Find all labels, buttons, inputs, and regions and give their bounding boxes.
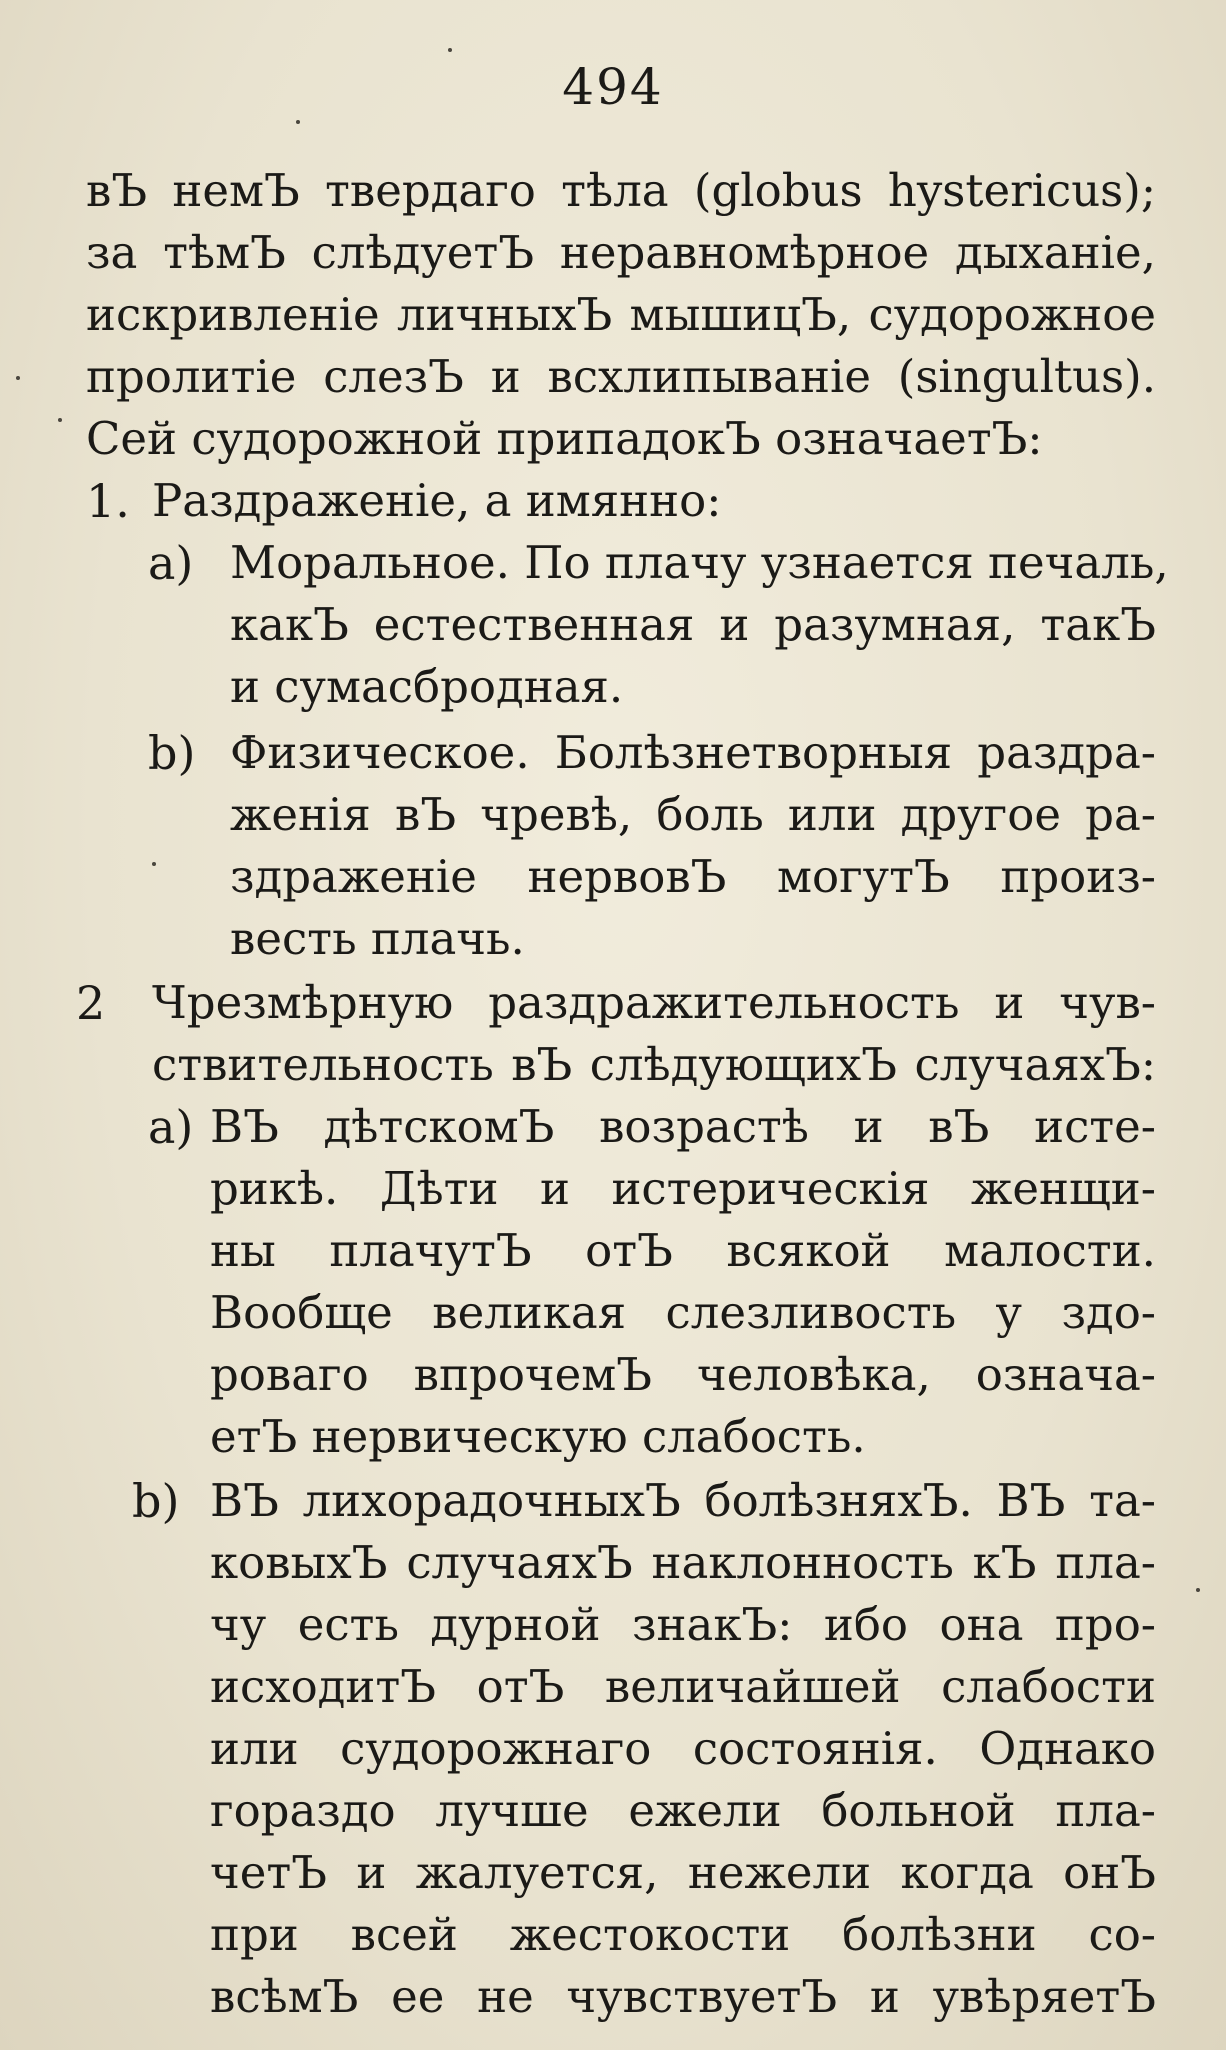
list-marker: 2 [76, 976, 106, 1030]
list-marker: b) [132, 1474, 180, 1528]
text-line: пролитіе слезЪ и всхлипываніе (singultus). [86, 350, 1156, 403]
paper-speck [1196, 1588, 1200, 1592]
text-line: Моральное. По плачу узнается печаль, [230, 536, 1169, 589]
list-marker: 1. [86, 474, 130, 528]
text-line: Вообще великая слезливость у здо- [210, 1286, 1156, 1339]
text-line: Физическое. Болѣзнетворныя раздра- [230, 726, 1156, 779]
text-line: Сей судорожной припадокЪ означаетЪ: [86, 412, 1043, 465]
text-line: женія вЪ чревѣ, боль или другое ра- [230, 788, 1156, 841]
text-line: ВЪ дѣтскомЪ возрастѣ и вЪ исте- [210, 1100, 1156, 1153]
text-line: всѣмЪ ее не чувствуетЪ и увѣряетЪ [210, 1970, 1156, 2023]
text-line: етЪ нервическую слабость. [210, 1410, 866, 1463]
text-line: четЪ и жалуется, нежели когда онЪ [210, 1846, 1156, 1899]
text-line: чу есть дурной знакЪ: ибо она про- [210, 1598, 1156, 1651]
text-line: ковыхЪ случаяхЪ наклонность кЪ пла- [210, 1536, 1156, 1589]
text-line: Раздраженіе, а имянно: [152, 474, 722, 527]
text-line: весть плачь. [230, 912, 525, 965]
paper-speck [152, 862, 156, 866]
paper-speck [16, 376, 20, 380]
text-line: за тѣмЪ слѣдуетЪ неравномѣрное дыханіе, [86, 226, 1156, 279]
list-marker: b) [148, 726, 196, 780]
page-number: 494 [562, 58, 664, 116]
text-line: ны плачутЪ отЪ всякой малости. [210, 1224, 1156, 1277]
paper-speck [58, 418, 62, 422]
text-line: ствительность вЪ слѣдующихЪ случаяхЪ: [152, 1038, 1156, 1091]
text-line: вЪ немЪ твердаго тѣла (globus hystericus); [86, 164, 1156, 217]
paper-speck [448, 48, 452, 52]
text-line: и сумасбродная. [230, 660, 624, 713]
paper-speck [296, 120, 300, 124]
text-line: какЪ естественная и разумная, такЪ [230, 598, 1156, 651]
text-line: исходитЪ отЪ величайшей слабости [210, 1660, 1156, 1713]
text-line: рикѣ. Дѣти и истерическія женщи- [210, 1162, 1156, 1215]
text-line: роваго впрочемЪ человѣка, означа- [210, 1348, 1156, 1401]
text-line: здраженіе нервовЪ могутЪ произ- [230, 850, 1156, 903]
text-line: искривленіе личныхЪ мышицЪ, судорожное [86, 288, 1156, 341]
text-line: или судорожнаго состоянія. Однако [210, 1722, 1156, 1775]
text-line: при всей жестокости болѣзни со- [210, 1908, 1156, 1961]
text-line: ВЪ лихорадочныхЪ болѣзняхЪ. ВЪ та- [210, 1474, 1156, 1527]
text-line: гораздо лучше ежели больной пла- [210, 1784, 1156, 1837]
list-marker: a) [148, 1100, 194, 1154]
list-marker: a) [148, 536, 194, 590]
text-line: Чрезмѣрную раздражительность и чув- [152, 976, 1156, 1029]
